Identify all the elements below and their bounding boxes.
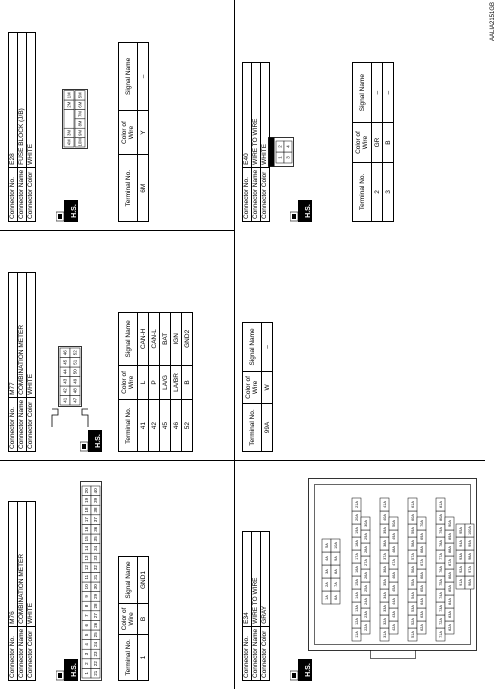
e34-terminal-table	[242, 322, 273, 452]
e34-connector-color: GRAY	[261, 532, 270, 627]
m77-connector-no: M77	[9, 273, 18, 398]
label-connector-name: Connector Name	[252, 167, 261, 221]
e40-pin-1: 1	[277, 156, 283, 159]
e34-pin-27A: 27A	[363, 559, 368, 566]
e34-pin-58A: 58A	[410, 540, 415, 547]
e34-pin-99A: 99A	[467, 540, 472, 547]
e34-pin-95A: 95A	[458, 527, 463, 534]
header-wire-color: Color of Wire	[119, 365, 138, 400]
vertical-divider-top-left	[0, 460, 234, 461]
m76-pin-4: 4	[84, 643, 90, 646]
e34-pin-12A: 12A	[354, 618, 359, 625]
header-wire-color: Color of Wire	[243, 371, 262, 403]
header-wire-color: Color of Wire	[119, 110, 138, 155]
e34-header-table	[242, 531, 270, 681]
e28-terminal-no: 6M	[138, 155, 149, 222]
e34-pin-47A: 47A	[391, 559, 396, 566]
m76-pin-31: 31	[93, 574, 99, 580]
m77-terminal-no: 46	[171, 400, 182, 452]
m77-signal-name: BAT	[160, 313, 171, 366]
m77-pin-41: 41	[62, 397, 68, 403]
e34-pin-3A: 3A	[324, 569, 329, 574]
e34-pin-18A: 18A	[354, 540, 359, 547]
m77-wire-color: L	[138, 365, 149, 400]
e34-pin-45A: 45A	[391, 585, 396, 592]
e28-pin-2M: 2M	[66, 101, 72, 108]
e34-pin-7A: 7A	[333, 582, 338, 587]
m76-pin-29: 29	[93, 593, 99, 599]
e28-wire-color: Y	[138, 110, 149, 155]
e34-pin-90A: 90A	[447, 520, 452, 527]
e34-pin-41A: 41A	[382, 501, 387, 508]
e34-pin-92A: 92A	[458, 566, 463, 573]
m76-pin-11: 11	[84, 574, 90, 580]
m76-connector-no: M76	[9, 502, 18, 627]
m77-signal-name: GND2	[182, 313, 193, 366]
e34-pin-2A: 2A	[324, 582, 329, 587]
e34-pin-94A: 94A	[458, 540, 463, 547]
e34-pin-63A: 63A	[419, 611, 424, 618]
m76-pin-24: 24	[93, 641, 99, 647]
m76-connector-name: COMBINATION METER	[18, 502, 27, 627]
m77-pin-44: 44	[62, 369, 68, 375]
m76-pin-37: 37	[93, 517, 99, 523]
e40-terminal-row	[372, 63, 383, 222]
svg-text:H.S.: H.S.	[71, 204, 78, 218]
header-signal-name: Signal Name	[119, 557, 138, 604]
e34-pin-5A: 5A	[324, 543, 329, 548]
e34-pin-48A: 48A	[391, 546, 396, 553]
m76-pin-17: 17	[84, 517, 90, 523]
e28-pin-6M: 6M	[77, 101, 83, 108]
e40-connector-color: WHITE	[261, 63, 270, 168]
m76-pin-35: 35	[93, 536, 99, 542]
label-connector-name: Connector Name	[18, 626, 27, 680]
e34-pin-1A: 1A	[324, 595, 329, 600]
header-terminal-no: Terminal No.	[119, 400, 138, 452]
e34-pin-87A: 87A	[447, 559, 452, 566]
e34-pin-64A: 64A	[419, 598, 424, 605]
label-connector-no: Connector No.	[9, 167, 18, 221]
e34-pin-9A: 9A	[333, 556, 338, 561]
m76-connector-face	[80, 481, 102, 681]
label-connector-color: Connector Color	[261, 167, 270, 221]
e34-pin-80A: 80A	[438, 514, 443, 521]
m77-terminal-row	[138, 313, 149, 452]
e28-pin-1M: 1M	[66, 92, 72, 99]
e34-pin-26A: 26A	[363, 572, 368, 579]
m76-pin-40: 40	[93, 488, 99, 494]
e34-pin-82A: 82A	[447, 624, 452, 631]
e28-header-table	[8, 32, 36, 222]
label-connector-color: Connector Color	[27, 167, 36, 221]
m76-pin-16: 16	[84, 526, 90, 532]
m77-terminal-no: 45	[160, 400, 171, 452]
label-connector-no: Connector No.	[243, 167, 252, 221]
e34-pin-84A: 84A	[447, 598, 452, 605]
header-terminal-no: Terminal No.	[353, 162, 372, 221]
e34-pin-65A: 65A	[419, 585, 424, 592]
header-signal-name: Signal Name	[119, 43, 138, 111]
e34-pin-70A: 70A	[419, 520, 424, 527]
e34-pin-11A: 11A	[354, 631, 359, 638]
e34-terminal-row	[262, 323, 273, 452]
e34-pin-50A: 50A	[391, 520, 396, 527]
m77-pin-46: 46	[62, 350, 68, 356]
e40-terminal-no: 3	[383, 162, 394, 221]
e28-connector-name: FUSE BLOCK (J/B)	[18, 33, 27, 168]
header-signal-name: Signal Name	[119, 313, 138, 366]
e34-pin-8A: 8A	[333, 569, 338, 574]
e40-terminal-table	[352, 62, 394, 222]
e28-terminal-row	[138, 43, 149, 222]
vertical-divider-bottom	[235, 460, 485, 461]
e40-terminal-row	[383, 63, 394, 222]
m76-pin-14: 14	[84, 545, 90, 551]
e34-pin-13A: 13A	[354, 605, 359, 612]
e28-pin-3M: 3M	[66, 129, 72, 136]
e40-connector-face	[268, 137, 294, 167]
e40-wire-color: B	[383, 123, 394, 163]
m76-pin-12: 12	[84, 565, 90, 571]
e34-wire-color: W	[262, 371, 273, 403]
e34-pin-39A: 39A	[382, 527, 387, 534]
label-connector-name: Connector Name	[252, 626, 261, 680]
m77-wire-color: LA/BR	[171, 365, 182, 400]
m76-pin-23: 23	[93, 651, 99, 657]
m77-pin-51: 51	[72, 359, 78, 365]
e34-pin-16A: 16A	[354, 566, 359, 573]
e34-signal-name: –	[262, 323, 273, 372]
diagram-code: AALIA2151GB	[490, 1, 496, 41]
e34-pin-22A: 22A	[363, 624, 368, 631]
m76-terminal-row	[138, 557, 149, 681]
e40-signal-name: –	[383, 63, 394, 123]
e28-pin-10M: 10M	[77, 138, 83, 147]
e34-pin-88A: 88A	[447, 546, 452, 553]
m77-terminal-row	[182, 313, 193, 452]
m76-pin-20: 20	[84, 488, 90, 494]
header-terminal-no: Terminal No.	[119, 634, 138, 680]
e34-pin-17A: 17A	[354, 553, 359, 560]
label-connector-name: Connector Name	[18, 397, 27, 451]
m77-connector-face	[50, 337, 90, 427]
e34-pin-40A: 40A	[382, 514, 387, 521]
e40-header-table	[242, 62, 270, 222]
e28-connector-no: E28	[9, 33, 18, 168]
m77-terminal-row	[160, 313, 171, 452]
m76-pin-27: 27	[93, 613, 99, 619]
m77-wire-color: P	[149, 365, 160, 400]
m76-connector-color: WHITE	[27, 502, 36, 627]
e34-pin-21A: 21A	[354, 501, 359, 508]
m77-wire-color: LA/G	[160, 365, 171, 400]
e34-connector-face	[300, 469, 485, 659]
e28-pin-8M: 8M	[77, 120, 83, 127]
e34-pin-6A: 6A	[333, 595, 338, 600]
e34-pin-100A: 100A	[467, 526, 472, 535]
m76-pin-2: 2	[84, 662, 90, 665]
header-signal-name: Signal Name	[353, 63, 372, 123]
e34-pin-19A: 19A	[354, 527, 359, 534]
e34-pin-44A: 44A	[391, 598, 396, 605]
m76-pin-7: 7	[84, 614, 90, 617]
header-terminal-no: Terminal No.	[243, 404, 262, 452]
e40-pin-2: 2	[277, 145, 283, 148]
e34-pin-86A: 86A	[447, 572, 452, 579]
e34-pin-34A: 34A	[382, 592, 387, 599]
e34-pin-62A: 62A	[419, 624, 424, 631]
m76-pin-10: 10	[84, 584, 90, 590]
e34-pin-4A: 4A	[324, 556, 329, 561]
e40-terminal-no: 2	[372, 162, 383, 221]
e34-pin-73A: 73A	[438, 605, 443, 612]
label-connector-color: Connector Color	[261, 626, 270, 680]
e28-signal-name: –	[138, 43, 149, 111]
e28-pin-9M: 9M	[77, 129, 83, 136]
label-connector-no: Connector No.	[9, 397, 18, 451]
e34-pin-60A: 60A	[410, 514, 415, 521]
e34-pin-35A: 35A	[382, 579, 387, 586]
e28-hs-icon	[56, 200, 78, 222]
e34-pin-89A: 89A	[447, 533, 452, 540]
svg-text:H.S.: H.S.	[305, 204, 312, 218]
e34-pin-69A: 69A	[419, 533, 424, 540]
m77-terminal-no: 42	[149, 400, 160, 452]
m76-header-table	[8, 501, 36, 681]
m76-pin-28: 28	[93, 603, 99, 609]
e34-pin-81A: 81A	[438, 501, 443, 508]
m77-header-table	[8, 272, 36, 452]
label-connector-no: Connector No.	[9, 626, 18, 680]
m76-pin-36: 36	[93, 526, 99, 532]
e34-pin-72A: 72A	[438, 618, 443, 625]
e34-pin-52A: 52A	[410, 618, 415, 625]
e34-pin-37A: 37A	[382, 553, 387, 560]
m76-pin-33: 33	[93, 555, 99, 561]
m76-pin-9: 9	[84, 595, 90, 598]
header-wire-color: Color of Wire	[353, 123, 372, 163]
label-connector-name: Connector Name	[18, 167, 27, 221]
e34-pin-10A: 10A	[333, 542, 338, 549]
e34-pin-25A: 25A	[363, 585, 368, 592]
m76-pin-39: 39	[93, 497, 99, 503]
m77-terminal-no: 41	[138, 400, 149, 452]
e34-connector-name: WIRE TO WIRE	[252, 532, 261, 627]
e34-pin-76A: 76A	[438, 566, 443, 573]
e34-pin-67A: 67A	[419, 559, 424, 566]
m76-wire-color: B	[138, 603, 149, 634]
e34-pin-78A: 78A	[438, 540, 443, 547]
label-connector-no: Connector No.	[243, 626, 252, 680]
e40-hs-icon	[290, 200, 312, 222]
header-signal-name: Signal Name	[243, 323, 262, 372]
e34-pin-68A: 68A	[419, 546, 424, 553]
m77-pin-52: 52	[72, 350, 78, 356]
header-terminal-no: Terminal No.	[119, 155, 138, 222]
e34-pin-30A: 30A	[363, 520, 368, 527]
e34-pin-55A: 55A	[410, 579, 415, 586]
e34-pin-74A: 74A	[438, 592, 443, 599]
e34-pin-51A: 51A	[410, 631, 415, 638]
e34-pin-71A: 71A	[438, 631, 443, 638]
m77-wire-color: B	[182, 365, 193, 400]
m76-pin-5: 5	[84, 633, 90, 637]
svg-text:H.S.: H.S.	[305, 663, 312, 677]
e28-terminal-table	[118, 42, 149, 222]
m76-pin-34: 34	[93, 545, 99, 551]
m77-signal-name: IGN	[171, 313, 182, 366]
e34-pin-38A: 38A	[382, 540, 387, 547]
m77-pin-48: 48	[72, 388, 78, 394]
e34-pin-43A: 43A	[391, 611, 396, 618]
e28-connector-color: WHITE	[27, 33, 36, 168]
m77-terminal-table	[118, 312, 193, 452]
m76-terminal-table	[118, 556, 149, 681]
e28-connector-face	[62, 89, 88, 149]
m76-hs-icon	[56, 659, 78, 681]
e34-pin-59A: 59A	[410, 527, 415, 534]
e34-pin-98A: 98A	[467, 553, 472, 560]
e34-pin-36A: 36A	[382, 566, 387, 573]
m76-pin-26: 26	[93, 622, 99, 628]
e34-pin-57A: 57A	[410, 553, 415, 560]
e34-pin-28A: 28A	[363, 546, 368, 553]
e34-pin-14A: 14A	[354, 592, 359, 599]
e34-pin-75A: 75A	[438, 579, 443, 586]
m76-pin-38: 38	[93, 507, 99, 513]
m76-pin-15: 15	[84, 536, 90, 542]
header-wire-color: Color of Wire	[119, 603, 138, 634]
e34-pin-20A: 20A	[354, 514, 359, 521]
e40-pin-4: 4	[285, 145, 291, 148]
e34-connector-no: E34	[243, 532, 252, 627]
m77-pin-49: 49	[72, 378, 78, 384]
m76-pin-3: 3	[84, 652, 90, 656]
m76-pin-22: 22	[93, 661, 99, 667]
m77-connector-color: WHITE	[27, 273, 36, 398]
e40-pin-3: 3	[285, 156, 291, 159]
e28-pin-blank-cell	[64, 109, 74, 128]
e34-pin-79A: 79A	[438, 527, 443, 534]
m77-signal-name: CAN-H	[138, 313, 149, 366]
m77-pin-43: 43	[62, 378, 68, 384]
m77-hs-icon	[80, 430, 102, 452]
e34-pin-61A: 61A	[410, 501, 415, 508]
m77-terminal-row	[149, 313, 160, 452]
e34-pin-15A: 15A	[354, 579, 359, 586]
m77-pin-50: 50	[72, 369, 78, 375]
e34-pin-91A: 91A	[458, 579, 463, 586]
m76-pin-32: 32	[93, 565, 99, 571]
e34-pin-96A: 96A	[467, 579, 472, 586]
m77-pin-42: 42	[62, 388, 68, 394]
e40-connector-no: E40	[243, 63, 252, 168]
m76-pin-25: 25	[93, 632, 99, 638]
e40-wire-color: GR	[372, 123, 383, 163]
e34-pin-66A: 66A	[419, 572, 424, 579]
m77-pin-47: 47	[72, 397, 78, 403]
e28-pin-7M: 7M	[77, 111, 83, 118]
m76-pin-21: 21	[93, 670, 99, 676]
e34-terminal-no: 99A	[262, 404, 273, 452]
m76-pin-30: 30	[93, 584, 99, 590]
m76-signal-name: GND1	[138, 557, 149, 604]
e34-pin-49A: 49A	[391, 533, 396, 540]
m76-pin-19: 19	[84, 497, 90, 503]
e34-pin-53A: 53A	[410, 605, 415, 612]
m76-pin-1: 1	[84, 671, 90, 675]
e34-pin-77A: 77A	[438, 553, 443, 560]
label-connector-color: Connector Color	[27, 397, 36, 451]
e34-pin-56A: 56A	[410, 566, 415, 573]
m77-terminal-no: 52	[182, 400, 193, 452]
m76-pin-18: 18	[84, 507, 90, 513]
svg-text:H.S.: H.S.	[95, 434, 102, 448]
label-connector-color: Connector Color	[27, 626, 36, 680]
m76-terminal-no: 1	[138, 634, 149, 680]
m76-pin-8: 8	[84, 604, 90, 608]
e34-pin-23A: 23A	[363, 611, 368, 618]
e28-pin-4M: 4M	[66, 139, 72, 146]
svg-text:H.S.: H.S.	[71, 663, 78, 677]
e34-hs-icon	[290, 659, 312, 681]
e34-pin-29A: 29A	[363, 533, 368, 540]
m77-pin-45: 45	[62, 359, 68, 365]
e34-pin-46A: 46A	[391, 572, 396, 579]
e34-pin-42A: 42A	[391, 624, 396, 631]
m77-signal-name: CAN-L	[149, 313, 160, 366]
e34-pin-85A: 85A	[447, 585, 452, 592]
e34-pin-97A: 97A	[467, 566, 472, 573]
e40-connector-name: WIRE TO WIRE	[252, 63, 261, 168]
e34-pin-54A: 54A	[410, 592, 415, 599]
e40-signal-name: –	[372, 63, 383, 123]
m77-terminal-row	[171, 313, 182, 452]
e34-pin-32A: 32A	[382, 618, 387, 625]
m77-connector-name: COMBINATION METER	[18, 273, 27, 398]
m76-pin-13: 13	[84, 555, 90, 561]
e34-pin-93A: 93A	[458, 553, 463, 560]
horizontal-divider	[234, 0, 235, 689]
e34-pin-83A: 83A	[447, 611, 452, 618]
e34-pin-31A: 31A	[382, 631, 387, 638]
e34-pin-33A: 33A	[382, 605, 387, 612]
e28-pin-5M: 5M	[77, 92, 83, 99]
vertical-divider-top-right	[0, 230, 234, 231]
m76-pin-6: 6	[84, 623, 90, 627]
e34-pin-24A: 24A	[363, 598, 368, 605]
